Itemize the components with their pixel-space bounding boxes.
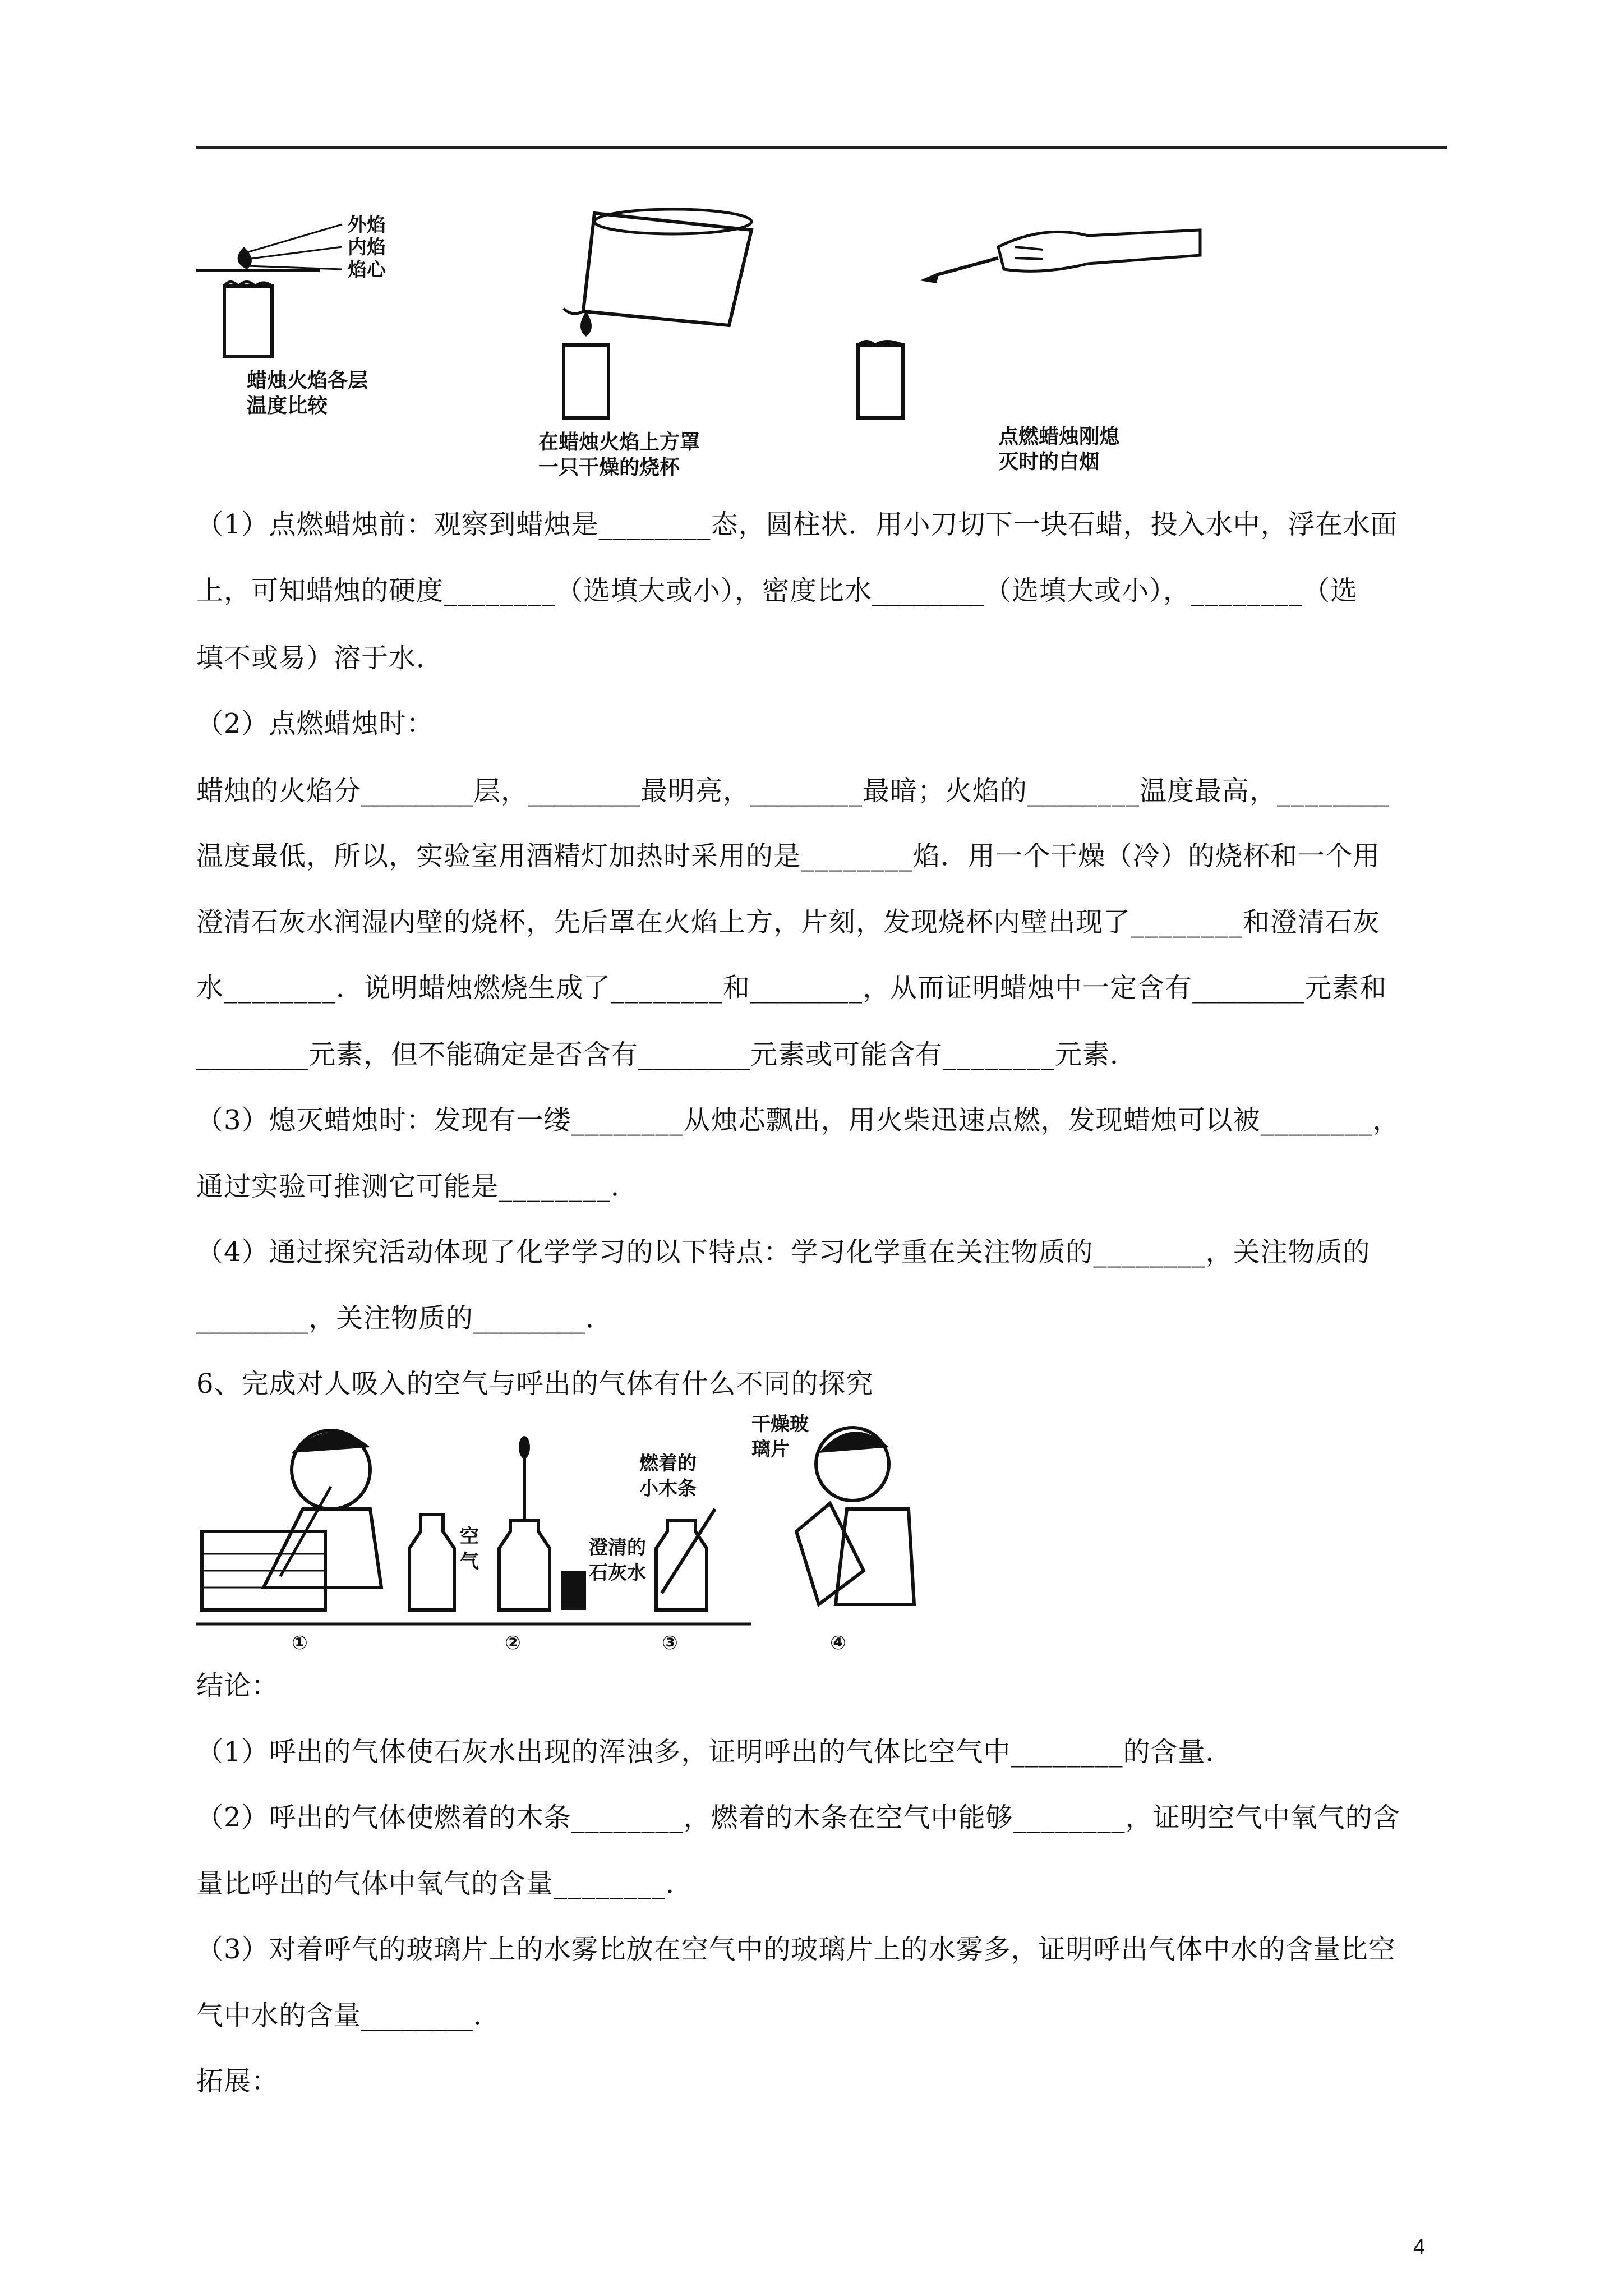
label-stick-1: 燃着的 — [639, 1452, 697, 1475]
text-line-2: 上，可知蜡烛的硬度________（选填大或小），密度比水________（选填大或小），________（选 — [196, 575, 1358, 606]
breath-illustrations — [191, 1402, 976, 1660]
conclusion-2a: （2）呼出的气体使燃着的木条________，燃着的木条在空气中能够________，证明空气中氧气的含 — [196, 1802, 1400, 1833]
text-line-5: 蜡烛的火焰分________层，________最明亮，________最暗；火焰的________温度最高，________ — [196, 775, 1390, 807]
text-line-10: （3）熄灭蜡烛时：发现有一缕________从烛芯飘出，用火柴迅速点燃，发现蜡烛可以被________， — [196, 1105, 1400, 1136]
breath-figure — [191, 1402, 976, 1660]
page-number: 4 — [1413, 2235, 1426, 2259]
caption-b-line1: 在蜡烛火焰上方罩 — [538, 431, 700, 454]
conclusion-3a: （3）对着呼气的玻璃片上的水雾比放在空气中的玻璃片上的水雾多，证明呼出气体中水的含量比空 — [196, 1934, 1396, 1965]
person-blowing-icon — [202, 1430, 381, 1610]
conclusion-3b: 气中水的含量________． — [196, 2000, 501, 2031]
question-6-heading: 6、完成对人吸入的空气与呼出的气体有什么不同的探究 — [196, 1368, 874, 1400]
text-line-8: 水________．说明蜡烛燃烧生成了________和________，从而证明蜡烛中一定含有________元素和 — [196, 972, 1387, 1004]
text-line-1: （1）点燃蜡烛前：观察到蜡烛是________态，圆柱状．用小刀切下一块石蜡，投入水中，浮在水面 — [196, 509, 1398, 540]
label-inner-flame: 内焰 — [348, 236, 386, 259]
number-4: ④ — [830, 1632, 846, 1654]
text-line-11: 通过实验可推测它可能是________． — [196, 1171, 639, 1202]
candle-illustrations — [191, 208, 1256, 499]
label-lime-1: 澄清的 — [589, 1536, 646, 1559]
label-stick-2: 小木条 — [639, 1478, 697, 1500]
header-rule — [196, 146, 1447, 149]
lit-match-candle-icon — [858, 230, 1200, 473]
candle-figure — [191, 208, 1256, 499]
text-line-3: 填不或易）溶于水． — [196, 642, 444, 674]
conclusion-1: （1）呼出的气体使石灰水出现的浑浊多，证明呼出的气体比空气中________的含量． — [196, 1736, 1233, 1768]
label-glass-1: 干燥玻 — [751, 1413, 809, 1435]
caption-c-line1: 点燃蜡烛刚熄 — [998, 425, 1120, 448]
caption-c-line2: 灭时的白烟 — [998, 450, 1100, 473]
label-air-2: 气 — [460, 1550, 479, 1573]
label-lime-2: 石灰水 — [589, 1562, 646, 1584]
extension-heading: 拓展： — [196, 2065, 279, 2097]
label-air-1: 空 — [460, 1525, 479, 1548]
number-3: ③ — [662, 1632, 678, 1654]
caption-b-line2: 一只干燥的烧杯 — [538, 456, 680, 479]
text-line-13: ________，关注物质的________． — [196, 1303, 614, 1334]
text-line-7: 澄清石灰水润湿内壁的烧杯，先后罩在火焰上方，片刻，发现烧杯内壁出现了________和澄清石灰 — [196, 907, 1381, 938]
number-2: ② — [505, 1632, 521, 1654]
candle-flame-layers-icon — [196, 214, 387, 417]
bottle-air-icon — [409, 1515, 479, 1610]
text-line-4: （2）点燃蜡烛时： — [196, 708, 434, 739]
label-glass-2: 璃片 — [751, 1438, 790, 1461]
conclusion-heading: 结论： — [196, 1670, 279, 1701]
caption-a-line1: 蜡烛火焰各层 — [247, 369, 368, 392]
bottle-burning-stick-icon — [639, 1452, 715, 1610]
label-flame-core: 焰心 — [348, 259, 386, 281]
text-line-9: ________元素，但不能确定是否含有________元素或可能含有________元素． — [196, 1039, 1138, 1070]
label-outer-flame: 外焰 — [348, 214, 386, 236]
dropper-bottle-icon — [499, 1436, 646, 1610]
caption-a-line2: 温度比较 — [247, 394, 328, 417]
conclusion-2b: 量比呼出的气体中氧气的含量________． — [196, 1868, 694, 1899]
text-line-6: 温度最低，所以，实验室用酒精灯加热时采用的是________焰．用一个干燥（冷）的烧杯和一个用 — [196, 840, 1381, 872]
beaker-over-candle-icon — [538, 209, 751, 479]
person-glass-icon — [751, 1413, 914, 1604]
number-1: ① — [292, 1632, 308, 1654]
text-line-12: （4）通过探究活动体现了化学学习的以下特点：学习化学重在关注物质的________，关注物质的 — [196, 1236, 1371, 1268]
